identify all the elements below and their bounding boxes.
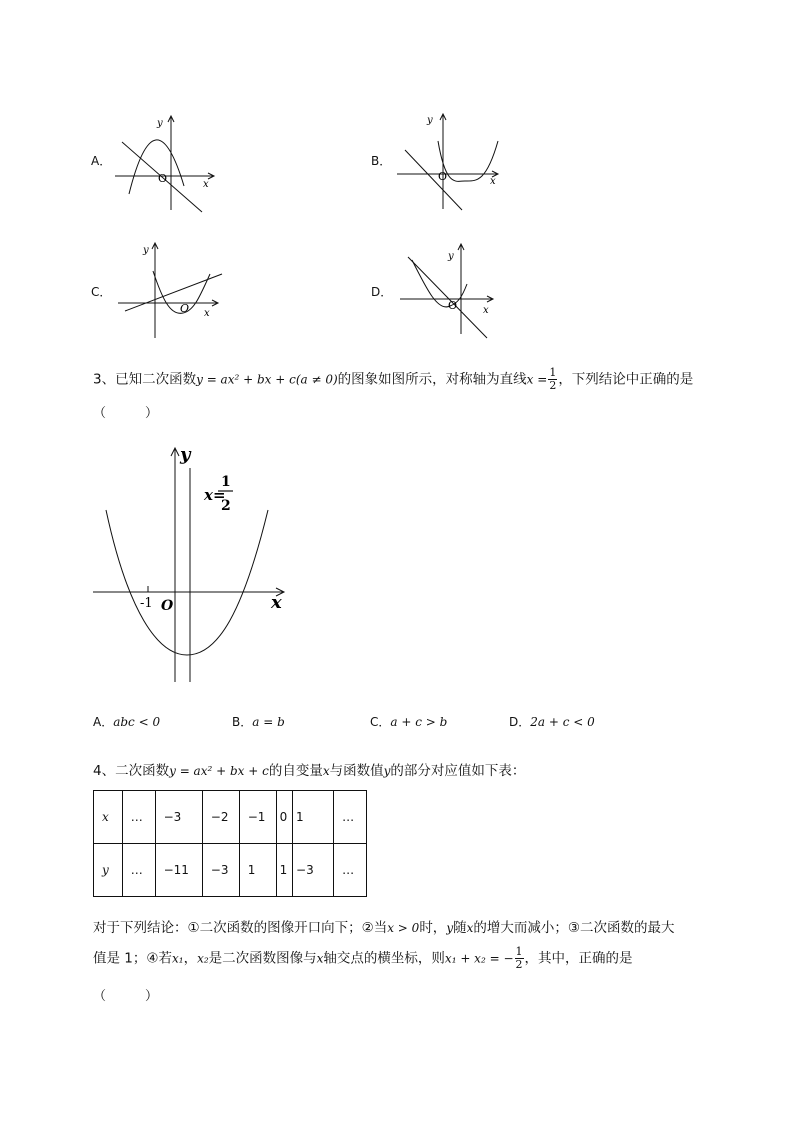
- option-a-graph: [110, 110, 220, 215]
- q4-line1-a: 对于下列结论：①二次函数的图像开口向下；②当: [93, 920, 388, 936]
- table-cell: 1: [276, 844, 292, 897]
- q4-text-2: 的自变量: [268, 763, 323, 779]
- table-row-x: [94, 791, 367, 844]
- q3-formula: y = ax² + bx + c(a ≠ 0): [196, 372, 338, 387]
- table-cell: −3: [202, 844, 239, 897]
- q4-line1-math: x > 0: [387, 921, 420, 935]
- q4-line2-b: ，: [183, 950, 198, 967]
- q3-option-d[interactable]: [509, 711, 595, 730]
- y-axis-label: y: [143, 245, 149, 256]
- q4-line2-den: 2: [515, 958, 523, 971]
- q3-option-d-expr: 2a + c < 0: [530, 715, 595, 729]
- q3-text-3: ，下列结论中正确的是: [558, 371, 694, 388]
- q4-stem: [93, 759, 525, 779]
- line-graph: [408, 257, 487, 338]
- parabola: [106, 510, 268, 655]
- x-axis-label: x: [483, 305, 489, 316]
- table-cell: −1: [239, 791, 276, 844]
- q4-text-4: 的部分对应值如下表：: [390, 763, 526, 779]
- q4-line1-x: x: [466, 921, 474, 935]
- q4-line1-c: 随: [453, 920, 467, 936]
- q4-line1-b: 时，: [419, 920, 447, 936]
- q3-answer-paren: （ ）: [93, 406, 159, 421]
- origin-label: O: [180, 302, 190, 315]
- option-a-letter: A．: [91, 154, 112, 168]
- symmetry-axis-num: 1: [221, 474, 231, 490]
- x-axis-label: x: [203, 179, 209, 190]
- origin-label: O: [448, 299, 458, 312]
- parabola: [129, 140, 184, 194]
- q3-axis-fraction: [548, 367, 557, 392]
- table-cell: 1: [239, 844, 276, 897]
- table-cell: …: [122, 844, 155, 897]
- table-row-y: [94, 844, 367, 897]
- table-cell: −3: [155, 791, 202, 844]
- origin-label: O: [438, 170, 448, 183]
- q3-stem: [93, 367, 693, 392]
- table-cell: −2: [202, 791, 239, 844]
- option-d-graph: [395, 240, 500, 340]
- q3-axis-num: 1: [549, 366, 557, 379]
- tick-label-minus-one: -1: [140, 596, 153, 611]
- q3-number: 3、: [93, 371, 116, 388]
- q4-text-1: 二次函数: [115, 763, 170, 779]
- y-axis-label: y: [157, 118, 163, 129]
- q3-option-a[interactable]: [93, 711, 160, 730]
- option-d-letter: D．: [371, 285, 393, 299]
- parabola: [412, 260, 467, 307]
- q4-var-x: x: [322, 764, 330, 778]
- q3-option-b-expr: a = b: [252, 715, 285, 729]
- origin-label: O: [158, 172, 168, 185]
- table-cell: 1: [293, 791, 334, 844]
- q4-answer-paren: （ ）: [93, 989, 159, 1004]
- q3-text-1: 已知二次函数: [115, 371, 197, 388]
- q4-line2-a: 值是 1；④若: [93, 950, 172, 967]
- table-cell: x: [94, 791, 123, 844]
- q4-line2-d: 轴交点的横坐标，则: [323, 950, 445, 967]
- table-cell: −3: [293, 844, 334, 897]
- q4-line2-fraction: [515, 946, 524, 971]
- y-axis-label: y: [180, 444, 191, 465]
- q4-line2-e: ，其中，正确的是: [524, 950, 633, 967]
- symmetry-axis-lhs: x=: [204, 486, 226, 504]
- table-cell: …: [122, 791, 155, 844]
- table-cell: …: [334, 791, 367, 844]
- table-cell: y: [94, 844, 123, 897]
- q3-parabola-graph: [88, 440, 303, 690]
- q3-option-b-letter: B．: [232, 715, 253, 729]
- option-c-letter: C．: [91, 285, 112, 299]
- x-axis-label: x: [490, 176, 496, 187]
- q4-conclusions-line-2: [93, 946, 633, 971]
- q4-number: 4、: [93, 763, 116, 779]
- q3-option-a-letter: A．: [93, 715, 114, 729]
- q4-line2-math: x₁ + x₂ = −: [444, 951, 514, 966]
- q4-line1-y: y: [446, 921, 454, 935]
- table-cell: …: [334, 844, 367, 897]
- q4-line1-d: 的增大而减小；③二次函数的最大: [473, 920, 675, 936]
- origin-label: O: [161, 598, 174, 614]
- q3-option-c-letter: C．: [370, 715, 391, 729]
- q4-formula: y = ax² + bx + c: [169, 764, 269, 778]
- q4-line2-x1: x₁: [171, 951, 184, 966]
- q3-option-d-letter: D．: [509, 715, 531, 729]
- q3-option-c-expr: a + c > b: [390, 715, 448, 729]
- y-axis-label: y: [448, 251, 454, 262]
- table-cell: −11: [155, 844, 202, 897]
- q4-line2-x2: x₂: [197, 951, 209, 966]
- q3-axis-den: 2: [549, 379, 557, 392]
- q4-value-table: [93, 790, 367, 897]
- table-cell: 0: [276, 791, 292, 844]
- x-axis-label: x: [204, 308, 210, 319]
- q3-text-2: 的图象如图所示，对称轴为直线: [337, 371, 527, 388]
- option-b-graph: [390, 108, 505, 213]
- q4-line2-c: 是二次函数图像与: [208, 950, 317, 967]
- q4-text-3: 与函数值: [329, 763, 384, 779]
- q3-option-c[interactable]: [370, 711, 447, 730]
- option-c-graph: [110, 238, 225, 340]
- x-axis-label: x: [271, 592, 282, 613]
- q3-option-a-expr: abc < 0: [113, 715, 161, 729]
- symmetry-axis-den: 2: [221, 498, 231, 514]
- option-b-letter: B．: [371, 154, 392, 168]
- q4-line2-num: 1: [515, 945, 523, 958]
- q4-conclusions-line-1: [93, 916, 674, 936]
- q3-axis-lhs: x =: [526, 372, 548, 387]
- q3-option-b[interactable]: [232, 711, 285, 730]
- q4-line2-x: x: [316, 951, 324, 966]
- q4-var-y: y: [383, 764, 391, 778]
- y-axis-label: y: [427, 115, 433, 126]
